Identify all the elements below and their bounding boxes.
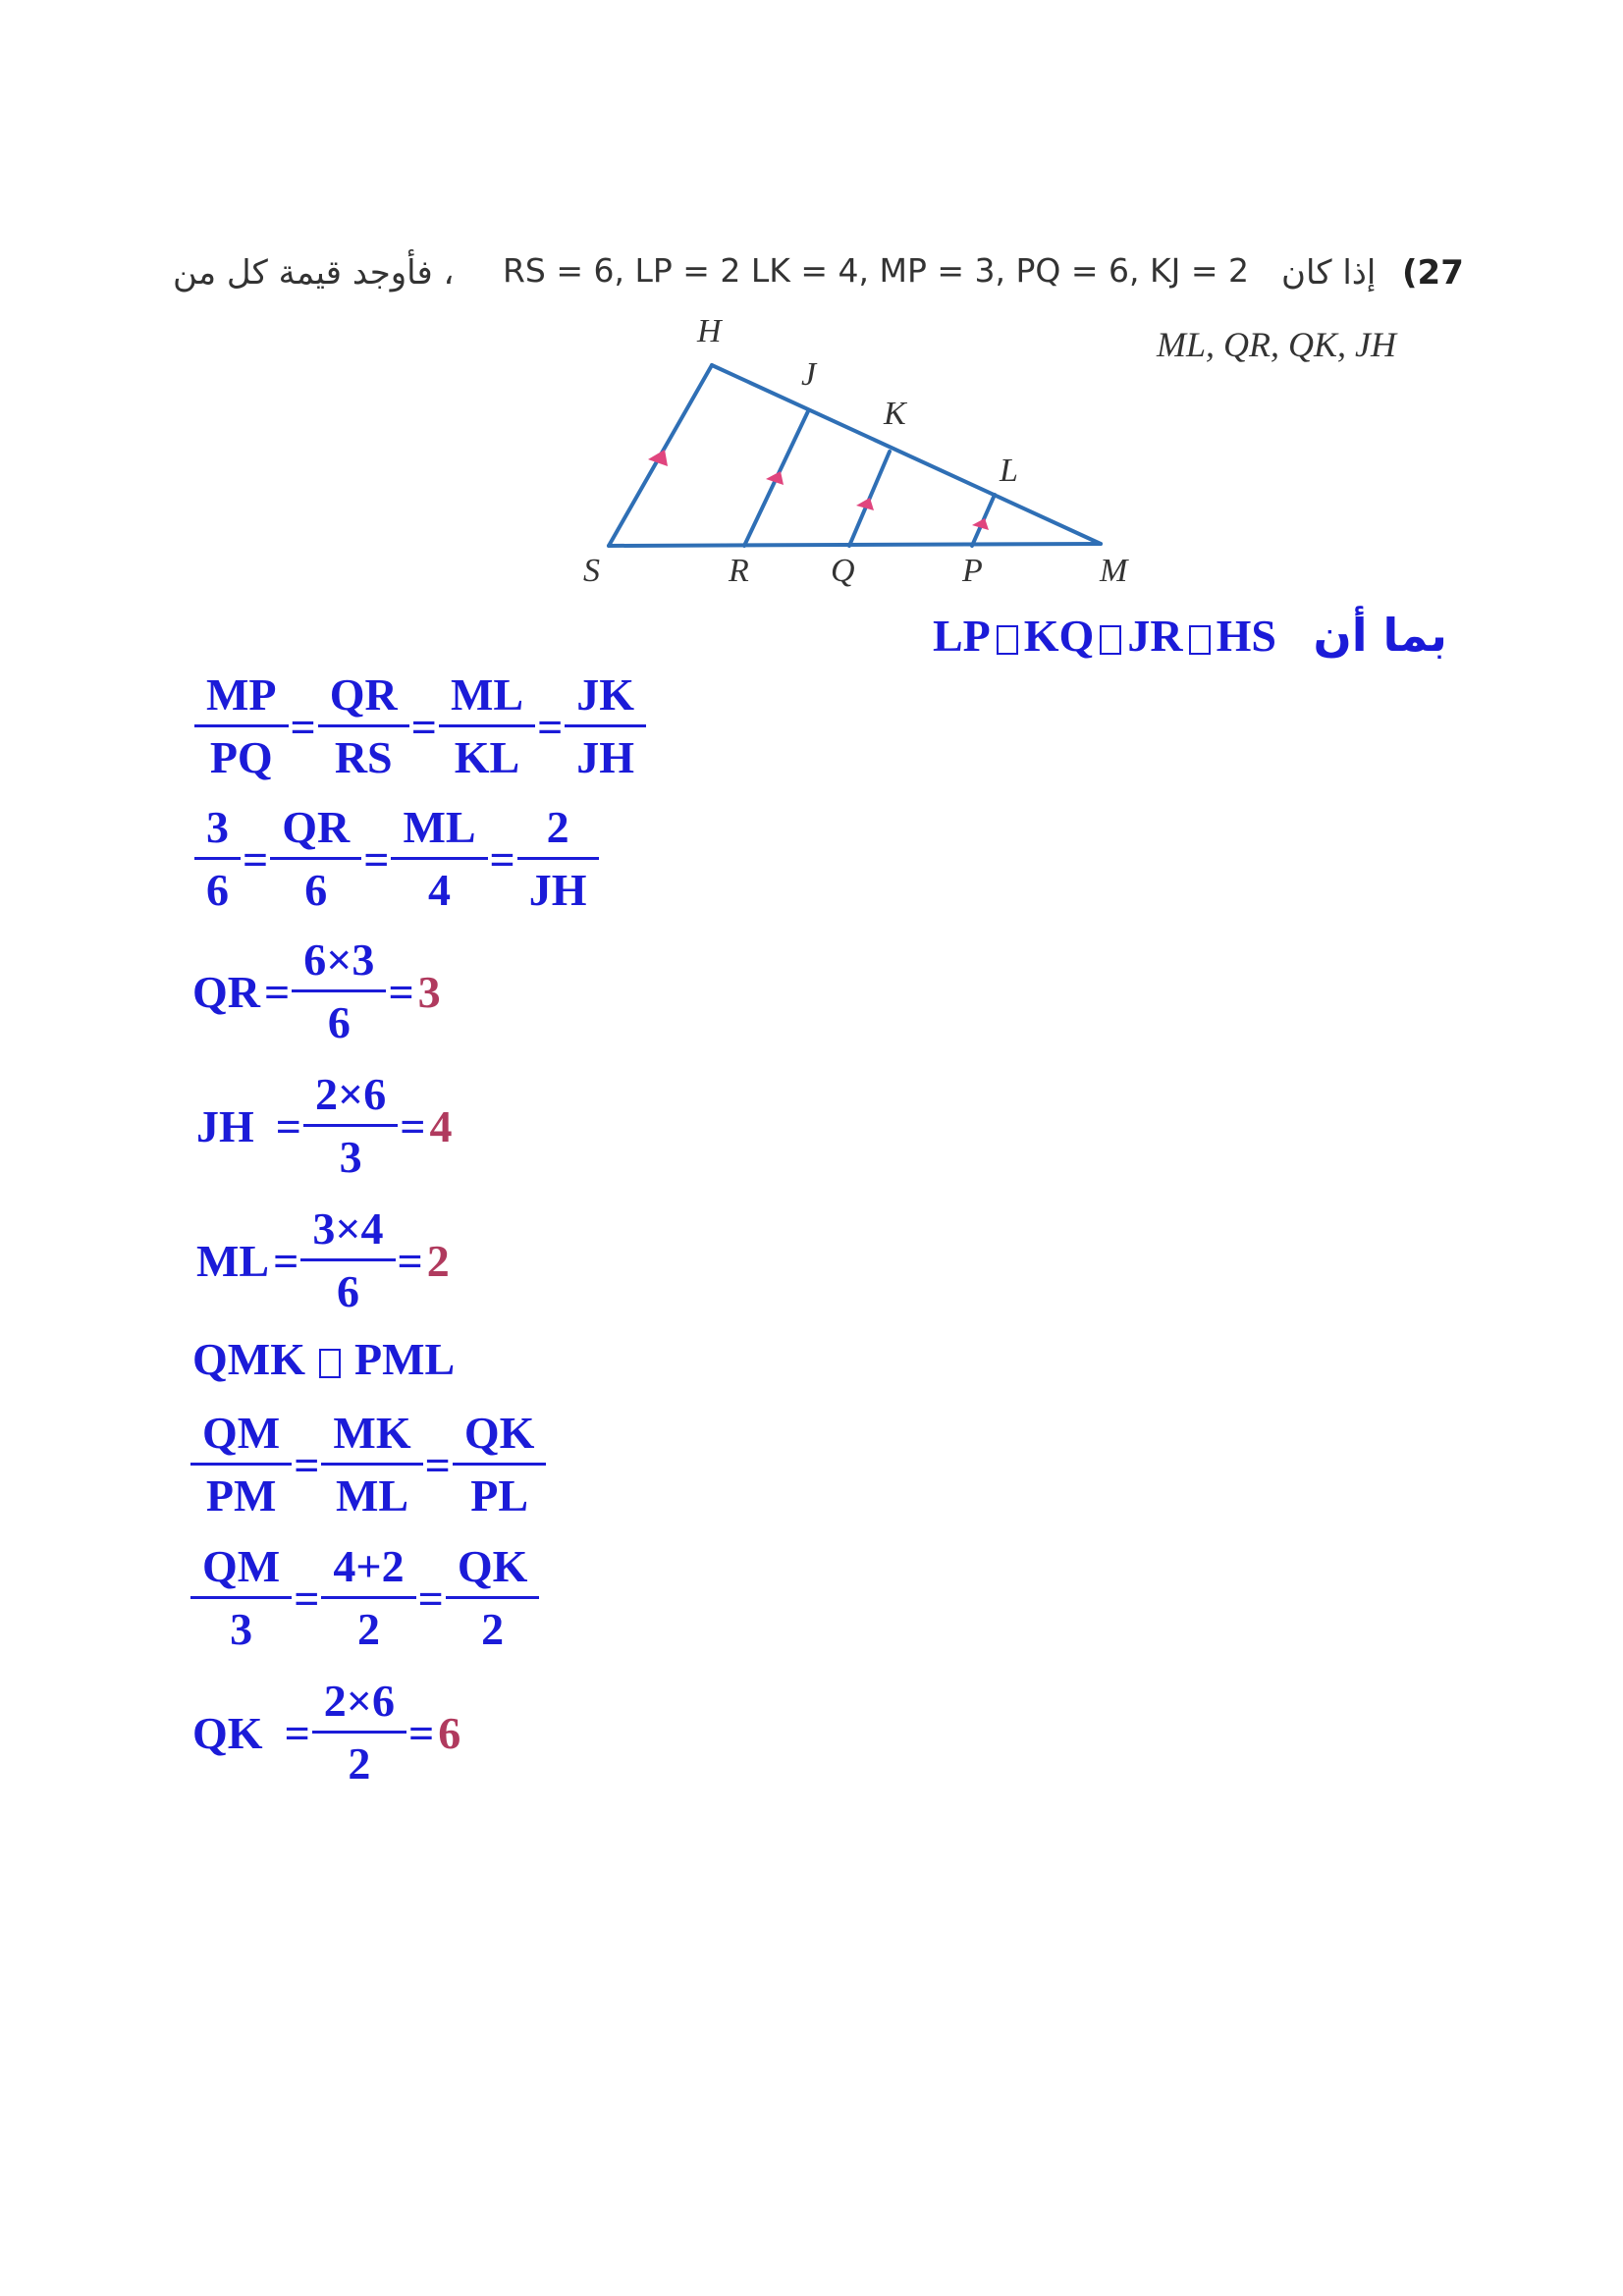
label-j: J xyxy=(801,356,817,393)
fraction xyxy=(306,1200,389,1322)
question-number: (27 xyxy=(1402,253,1464,293)
parallel-prefix: بما أن xyxy=(1313,609,1447,662)
fraction-numerator: 4+2 xyxy=(333,1541,405,1591)
fraction-numerator: 2 xyxy=(546,802,569,852)
qr-calculation xyxy=(192,931,441,1053)
equals-sign: = xyxy=(264,967,291,1017)
equals-sign: = xyxy=(363,834,390,884)
fraction xyxy=(276,798,355,921)
label-h: H xyxy=(697,314,722,349)
fraction-denominator: KL xyxy=(439,724,535,788)
fraction-denominator: 3 xyxy=(303,1124,398,1188)
fraction xyxy=(196,1404,286,1526)
fraction xyxy=(452,1537,534,1660)
fraction xyxy=(200,666,283,788)
triangle-figure xyxy=(550,314,1159,599)
label-k: K xyxy=(884,396,906,432)
jh-result: 4 xyxy=(429,1101,453,1151)
fraction-numerator: QK xyxy=(457,1541,528,1591)
fraction-denominator: 3 xyxy=(190,1596,292,1660)
fraction xyxy=(397,798,481,921)
fraction-numerator: QR xyxy=(329,669,398,720)
similar-symbol xyxy=(319,1349,341,1378)
fraction xyxy=(298,931,380,1053)
similar-triangles: QMK PML xyxy=(192,1334,456,1384)
fraction xyxy=(196,1537,286,1660)
fraction xyxy=(318,1672,401,1794)
fraction-denominator: PM xyxy=(190,1463,292,1526)
fraction xyxy=(200,798,235,921)
label-m: M xyxy=(1100,553,1128,589)
ratio-line-1 xyxy=(196,666,644,788)
fraction-numerator: ML xyxy=(403,802,476,852)
fraction-denominator: 6 xyxy=(292,989,386,1053)
parallel-statement xyxy=(933,609,1447,662)
fraction-numerator: QM xyxy=(202,1408,281,1458)
side-hm xyxy=(712,365,1101,544)
parallel-symbol xyxy=(1189,625,1211,655)
equals-sign: = xyxy=(397,1236,423,1286)
fraction-denominator: 4 xyxy=(391,857,487,921)
fraction-numerator: JK xyxy=(576,669,635,720)
fraction-denominator: 6 xyxy=(194,857,241,921)
fraction xyxy=(459,1404,541,1526)
ml-lhs: ML xyxy=(196,1236,270,1286)
fraction-numerator: 6×3 xyxy=(303,934,375,985)
fraction-denominator: 6 xyxy=(270,857,361,921)
equals-sign: = xyxy=(290,702,316,752)
parallel-item: LP xyxy=(933,611,991,661)
fraction-denominator: JH xyxy=(565,724,646,788)
label-r: R xyxy=(729,553,749,589)
label-s: S xyxy=(583,553,600,589)
fraction-numerator: ML xyxy=(450,669,524,720)
jh-lhs: JH xyxy=(196,1101,254,1151)
question-givens: RS = 6, LP = 2 LK = 4, MP = 3, PQ = 6, KJ = 2 xyxy=(503,251,1249,290)
fraction xyxy=(523,798,593,921)
equals-sign: = xyxy=(408,1708,435,1758)
qk-calculation xyxy=(192,1672,460,1794)
question-find-vars: ML, QR, QK, JH xyxy=(1157,325,1396,364)
equals-sign: = xyxy=(400,1101,426,1151)
jh-calculation xyxy=(196,1065,452,1188)
qk-result: 6 xyxy=(438,1708,461,1758)
question-condition: إذا كان xyxy=(1281,253,1377,293)
equals-sign: = xyxy=(284,1708,310,1758)
fraction-denominator: 2 xyxy=(446,1596,540,1660)
fraction xyxy=(327,1404,416,1526)
fraction xyxy=(570,666,640,788)
fraction-numerator: QR xyxy=(282,802,351,852)
fraction-denominator: 2 xyxy=(312,1731,406,1794)
fraction-numerator: 2×6 xyxy=(315,1069,387,1119)
equals-sign: = xyxy=(417,1574,444,1624)
equals-sign: = xyxy=(388,967,414,1017)
fraction xyxy=(327,1537,409,1660)
question-find: ، فأوجد قيمة كل من xyxy=(173,253,455,293)
ml-result: 2 xyxy=(426,1236,450,1286)
side-sm xyxy=(609,544,1101,546)
parallel-symbol xyxy=(1100,625,1121,655)
fraction-denominator: PL xyxy=(453,1463,547,1526)
label-l: L xyxy=(1000,453,1018,489)
equals-sign: = xyxy=(294,1440,320,1490)
equals-sign: = xyxy=(537,702,564,752)
fraction-denominator: RS xyxy=(318,724,409,788)
parallel-item: JR xyxy=(1127,611,1183,661)
equals-sign: = xyxy=(489,834,515,884)
fraction-denominator: 2 xyxy=(321,1596,415,1660)
equals-sign: = xyxy=(294,1574,320,1624)
fraction-numerator: QK xyxy=(463,1408,535,1458)
qr-result: 3 xyxy=(417,967,441,1017)
equals-sign: = xyxy=(243,834,269,884)
equals-sign: = xyxy=(273,1236,299,1286)
qr-lhs: QR xyxy=(192,967,260,1017)
fraction-denominator: JH xyxy=(517,857,599,921)
parallel-item: HS xyxy=(1216,611,1276,661)
fraction-numerator: MK xyxy=(333,1408,411,1458)
ratio-line-2 xyxy=(196,798,597,921)
label-q: Q xyxy=(831,553,855,589)
fraction-numerator: MP xyxy=(206,669,277,720)
qk-lhs: QK xyxy=(192,1708,263,1758)
fraction-denominator: 6 xyxy=(300,1258,395,1322)
ratio-line-4 xyxy=(192,1537,537,1660)
equals-sign: = xyxy=(424,1440,451,1490)
label-p: P xyxy=(962,553,983,589)
fraction-denominator: PQ xyxy=(194,724,289,788)
fraction xyxy=(445,666,529,788)
fraction-numerator: 2×6 xyxy=(323,1676,395,1726)
parallel-symbol xyxy=(997,625,1018,655)
fraction xyxy=(324,666,404,788)
fraction-numerator: QM xyxy=(202,1541,281,1591)
fraction-numerator: 3 xyxy=(206,802,229,852)
fraction-denominator: ML xyxy=(321,1463,422,1526)
equals-sign: = xyxy=(275,1101,301,1151)
ratio-line-3 xyxy=(192,1404,544,1526)
fraction-numerator: 3×4 xyxy=(312,1203,384,1254)
equals-sign: = xyxy=(410,702,437,752)
fraction xyxy=(309,1065,392,1188)
parallel-item: KQ xyxy=(1023,611,1095,661)
ml-calculation xyxy=(196,1200,450,1322)
arrow-hs xyxy=(648,450,668,466)
